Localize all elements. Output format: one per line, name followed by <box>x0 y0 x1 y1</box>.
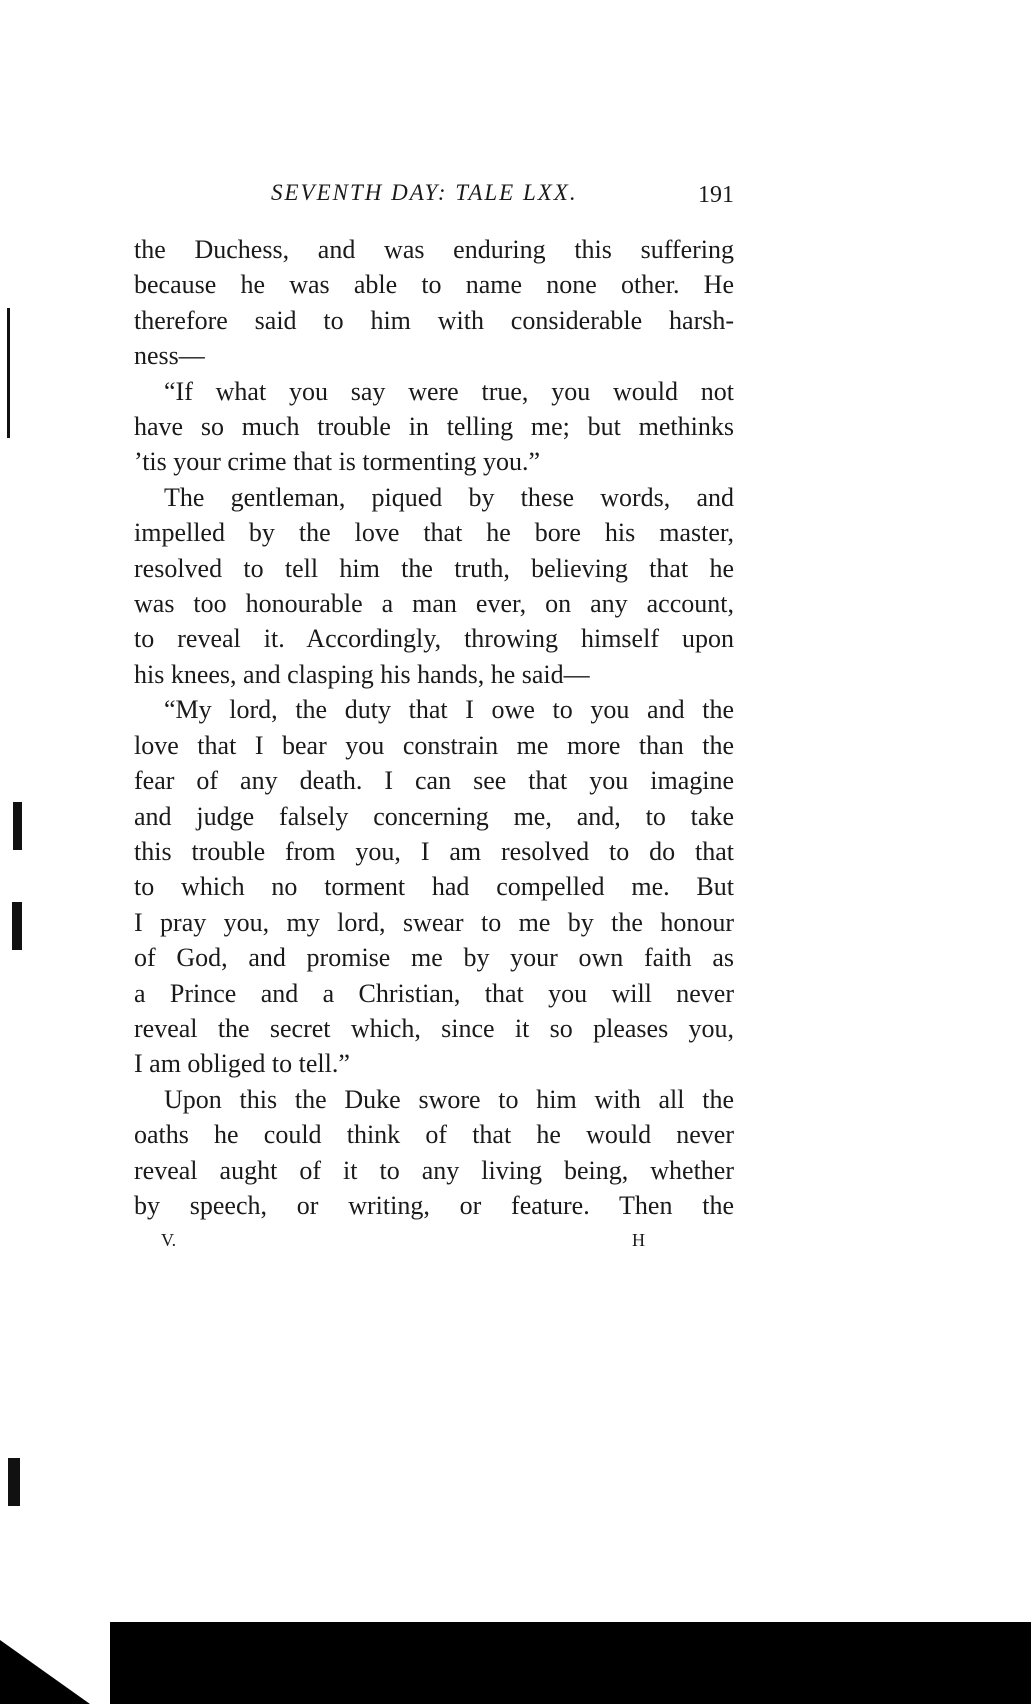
text-line: because he was able to name none other. He <box>134 270 734 300</box>
text-line: love that I bear you constrain me more than the <box>134 730 734 760</box>
paragraph <box>134 480 734 692</box>
text-line: ness— <box>134 341 205 371</box>
text-line: the Duchess, and was enduring this suffering <box>134 235 734 264</box>
page-number: 191 <box>698 182 734 208</box>
scan-artifact <box>0 1640 90 1704</box>
text-line: of God, and promise me by your own faith as <box>134 943 734 973</box>
paragraph <box>134 692 734 1081</box>
text-line: reveal aught of it to any living being, whether <box>134 1155 734 1185</box>
text-line: “If what you say were true, you would not <box>164 376 734 406</box>
text-line: was too honourable a man ever, on any account, <box>134 589 734 619</box>
signature-mark <box>134 1230 734 1260</box>
text-line: ’tis your crime that is tormenting you.” <box>134 447 541 477</box>
text-line: by speech, or writing, or feature. Then the <box>134 1190 734 1220</box>
scan-artifact <box>7 308 10 438</box>
text-line: fear of any death. I can see that you imagine <box>134 766 734 796</box>
text-line: Upon this the Duke swore to him with all the <box>164 1084 734 1114</box>
text-line: to reveal it. Accordingly, throwing himself upon <box>134 624 734 654</box>
signature-volume: V. <box>161 1230 177 1250</box>
text-line: a Prince and a Christian, that you will never <box>134 978 734 1008</box>
paragraph <box>134 374 734 480</box>
scan-artifact <box>12 902 22 950</box>
running-title: SEVENTH DAY: TALE LXX. <box>271 180 578 205</box>
signature-letter: H <box>632 1230 645 1250</box>
paragraph <box>134 1082 734 1224</box>
body-text <box>134 232 734 1223</box>
text-line: this trouble from you, I am resolved to do that <box>134 836 734 866</box>
text-line: impelled by the love that he bore his master, <box>134 518 734 548</box>
running-head <box>134 178 734 214</box>
text-line: I am obliged to tell.” <box>134 1049 350 1079</box>
text-line: resolved to tell him the truth, believing that he <box>134 553 734 583</box>
text-line: therefore said to him with considerable harsh- <box>134 305 734 335</box>
text-line: and judge falsely concerning me, and, to take <box>134 801 734 831</box>
text-line: to which no torment had compelled me. But <box>134 872 734 902</box>
text-line: have so much trouble in telling me; but methinks <box>134 412 734 442</box>
text-line: his knees, and clasping his hands, he said— <box>134 659 590 689</box>
paragraph <box>134 232 734 374</box>
text-line: reveal the secret which, since it so pleases you, <box>134 1013 734 1043</box>
scan-artifact <box>110 1622 1031 1704</box>
text-line: oaths he could think of that he would never <box>134 1120 734 1150</box>
scan-artifact <box>8 1458 20 1506</box>
text-line: The gentleman, piqued by these words, and <box>164 482 734 512</box>
text-line: “My lord, the duty that I owe to you and the <box>164 695 734 725</box>
text-line: I pray you, my lord, swear to me by the honour <box>134 907 734 937</box>
scan-artifact <box>13 802 22 850</box>
